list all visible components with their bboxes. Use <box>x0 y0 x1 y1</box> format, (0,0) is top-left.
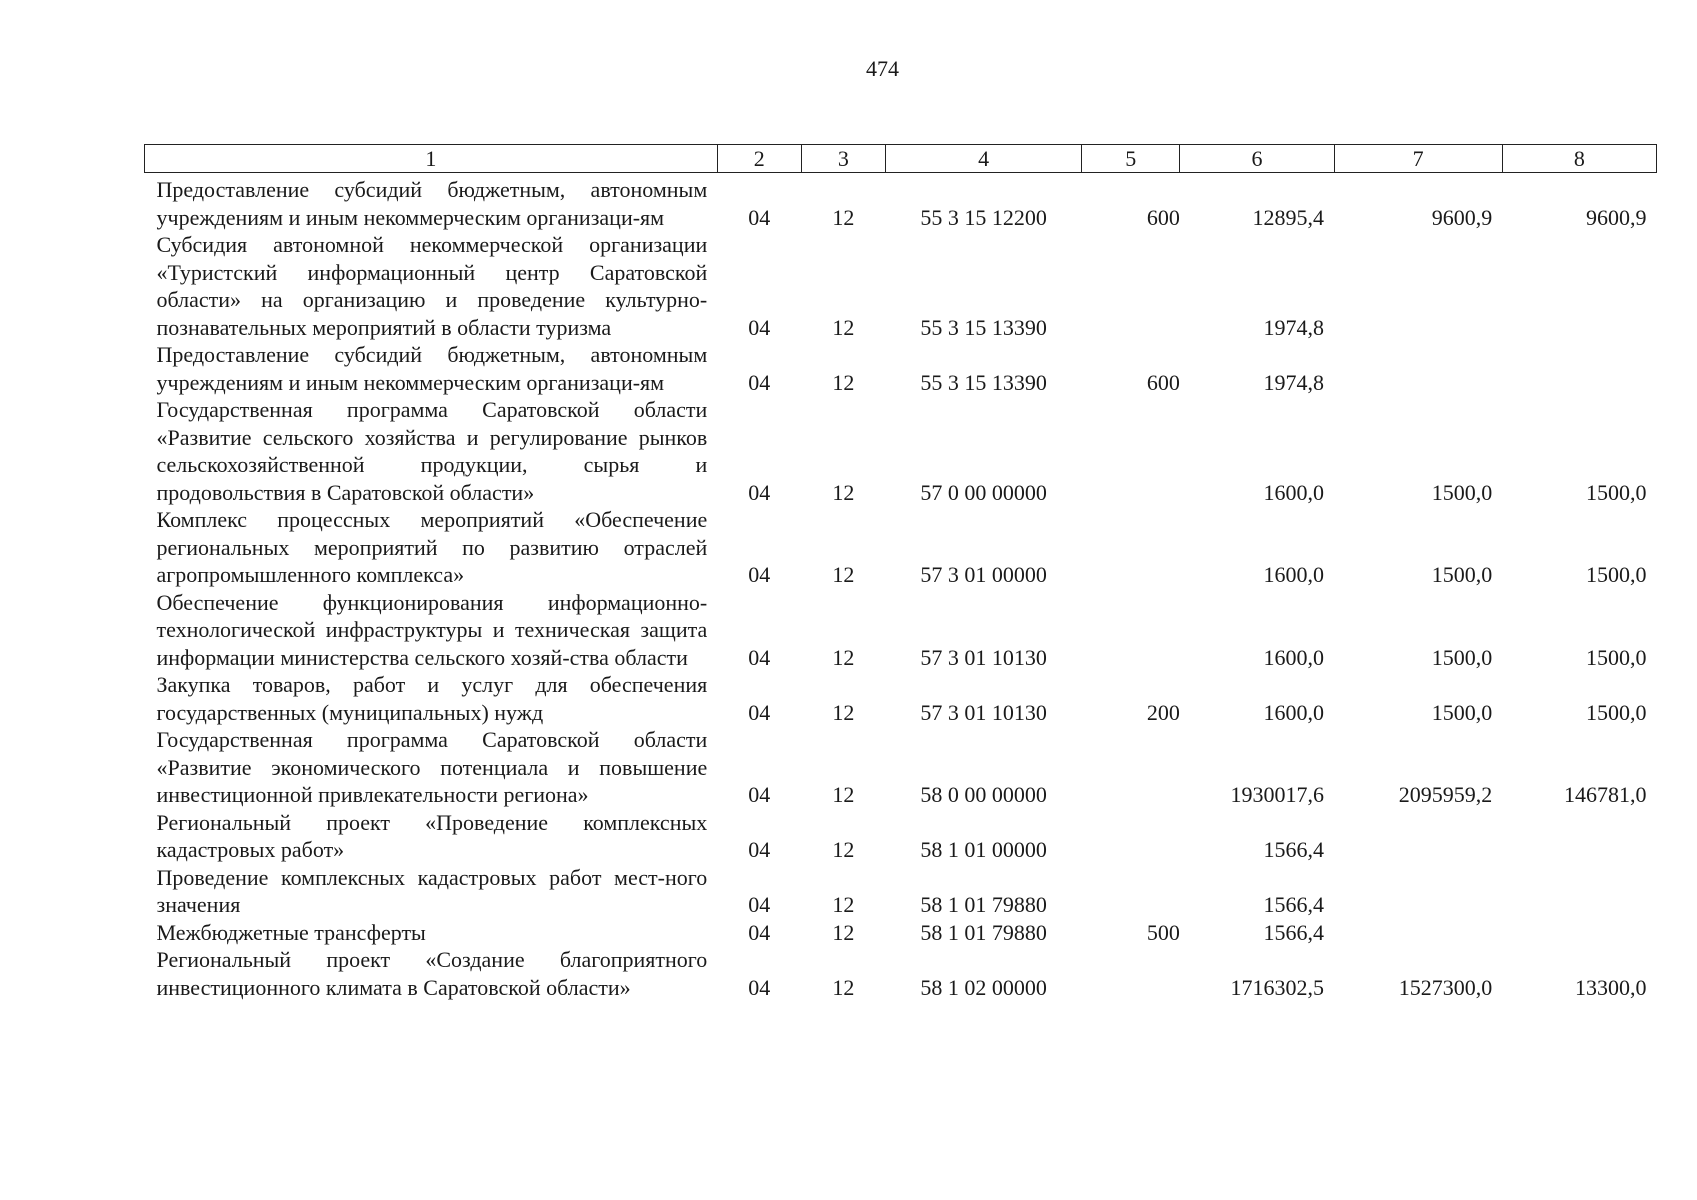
table-row <box>145 919 1657 947</box>
amount-col8-cell: 1500,0 <box>1586 699 1647 725</box>
table-header <box>145 145 1657 173</box>
table-row <box>145 341 1657 396</box>
table-row <box>145 946 1657 1001</box>
expense-type-cell <box>1082 396 1180 506</box>
subsection-code-cell: 12 <box>832 369 855 395</box>
amount-col6-cell: 1600,0 <box>1263 479 1325 505</box>
table-row <box>145 506 1657 589</box>
amount-col7-cell <box>1334 864 1502 919</box>
row-name-cell: Государственная программа Саратовской области «Развитие экономического потенциала и повышение инвестиционной привлекательности региона» <box>156 727 708 807</box>
subsection-code-cell: 12 <box>832 204 855 230</box>
target-article-cell: 57 3 01 00000 <box>920 562 1047 587</box>
table-row <box>145 396 1657 506</box>
row-name-cell: Региональный проект «Проведение комплексных кадастровых работ» <box>156 809 708 862</box>
subsection-code-cell: 12 <box>832 919 855 945</box>
subsection-code-cell: 12 <box>832 562 855 587</box>
row-name-cell: Обеспечение функционирования информационно-технологической инфраструктуры и техническая защита информации министерства сельского хозяй-ства области <box>156 589 708 670</box>
section-code-cell: 04 <box>748 562 771 587</box>
section-code-cell: 04 <box>748 837 771 862</box>
column-header-3: 3 <box>801 145 885 173</box>
amount-col8-cell <box>1502 919 1656 947</box>
column-header-8: 8 <box>1502 145 1656 173</box>
amount-col8-cell: 1500,0 <box>1586 479 1647 505</box>
amount-col6-cell: 1566,4 <box>1263 892 1325 917</box>
row-name-cell: Субсидия автономной некоммерческой организации «Туристский информационный центр Саратовской области» на организацию и проведение культурно-познавательных мероприятий в области туризма <box>156 232 708 340</box>
target-article-cell: 58 1 01 79880 <box>920 919 1047 945</box>
row-name-cell: Предоставление субсидий бюджетным, автономным учреждениям и иным некоммерческим организаци-ям <box>156 342 708 395</box>
target-article-cell: 58 1 01 79880 <box>920 892 1047 917</box>
amount-col7-cell: 9600,9 <box>1431 204 1493 230</box>
amount-col6-cell: 1600,0 <box>1263 699 1325 725</box>
table-row <box>145 726 1657 809</box>
amount-col8-cell: 1500,0 <box>1586 644 1647 670</box>
table-row <box>145 231 1657 341</box>
amount-col6-cell: 1974,8 <box>1263 314 1325 340</box>
amount-col6-cell: 12895,4 <box>1252 204 1325 230</box>
amount-col7-cell: 1500,0 <box>1431 562 1493 587</box>
subsection-code-cell: 12 <box>832 782 855 807</box>
subsection-code-cell: 12 <box>832 892 855 917</box>
amount-col7-cell: 1500,0 <box>1431 699 1493 725</box>
amount-col7-cell: 1500,0 <box>1431 479 1493 505</box>
table-row <box>145 671 1657 726</box>
section-code-cell: 04 <box>748 314 771 340</box>
target-article-cell: 57 0 00 00000 <box>920 479 1047 505</box>
expense-type-cell: 500 <box>1146 919 1180 945</box>
column-header-2: 2 <box>717 145 801 173</box>
amount-col6-cell: 1566,4 <box>1263 919 1325 945</box>
column-header-7: 7 <box>1334 145 1502 173</box>
amount-col6-cell: 1716302,5 <box>1230 974 1325 1000</box>
subsection-code-cell: 12 <box>832 974 855 1000</box>
amount-col8-cell <box>1502 231 1656 341</box>
target-article-cell: 55 3 15 12200 <box>920 204 1047 230</box>
section-code-cell: 04 <box>748 204 771 230</box>
amount-col8-cell <box>1502 341 1656 396</box>
amount-col7-cell: 1527300,0 <box>1398 974 1493 1000</box>
section-code-cell: 04 <box>748 699 771 725</box>
target-article-cell: 58 1 01 00000 <box>920 837 1047 862</box>
subsection-code-cell: 12 <box>832 479 855 505</box>
amount-col8-cell <box>1502 809 1656 864</box>
target-article-cell: 57 3 01 10130 <box>920 644 1047 670</box>
row-name-cell: Региональный проект «Создание благоприятного инвестиционного климата в Саратовской области» <box>156 947 708 1000</box>
column-header-6: 6 <box>1180 145 1334 173</box>
amount-col6-cell: 1974,8 <box>1263 369 1325 395</box>
expense-type-cell: 200 <box>1146 699 1180 725</box>
amount-col6-cell: 1600,0 <box>1263 562 1325 587</box>
amount-col7-cell: 2095959,2 <box>1398 782 1493 807</box>
amount-col8-cell: 1500,0 <box>1586 562 1647 587</box>
amount-col7-cell <box>1334 231 1502 341</box>
column-header-5: 5 <box>1082 145 1180 173</box>
amount-col8-cell: 9600,9 <box>1586 204 1647 230</box>
section-code-cell: 04 <box>748 644 771 670</box>
column-header-4: 4 <box>885 145 1081 173</box>
row-name-cell: Проведение комплексных кадастровых работ мест-ного значения <box>156 864 708 917</box>
subsection-code-cell: 12 <box>832 314 855 340</box>
budget-table <box>144 144 1657 1001</box>
amount-col8-cell: 146781,0 <box>1564 782 1647 807</box>
subsection-code-cell: 12 <box>832 644 855 670</box>
amount-col7-cell: 1500,0 <box>1431 644 1493 670</box>
expense-type-cell: 600 <box>1146 369 1180 395</box>
row-name-cell: Закупка товаров, работ и услуг для обеспечения государственных (муниципальных) нужд <box>156 672 708 725</box>
target-article-cell: 57 3 01 10130 <box>920 699 1047 725</box>
section-code-cell: 04 <box>748 782 771 807</box>
table-body <box>145 173 1657 1002</box>
expense-type-cell <box>1082 231 1180 341</box>
target-article-cell: 55 3 15 13390 <box>920 369 1047 395</box>
row-name-cell: Государственная программа Саратовской области «Развитие сельского хозяйства и регулирование рынков сельскохозяйственной продукции, сырья и продовольствия в Саратовской области» <box>156 397 708 505</box>
expense-type-cell <box>1082 589 1180 672</box>
section-code-cell: 04 <box>748 479 771 505</box>
row-name-cell: Комплекс процессных мероприятий «Обеспечение региональных мероприятий по развитию отраслей агропромышленного комплекса» <box>156 507 708 587</box>
subsection-code-cell: 12 <box>832 837 855 862</box>
table-row <box>145 864 1657 919</box>
amount-col7-cell <box>1334 919 1502 947</box>
expense-type-cell <box>1082 946 1180 1001</box>
amount-col6-cell: 1600,0 <box>1263 644 1325 670</box>
table-row <box>145 589 1657 672</box>
expense-type-cell <box>1082 809 1180 864</box>
page-number: 474 <box>866 56 899 81</box>
table-row <box>145 173 1657 232</box>
section-code-cell: 04 <box>748 892 771 917</box>
expense-type-cell <box>1082 864 1180 919</box>
target-article-cell: 58 1 02 00000 <box>920 974 1047 1000</box>
target-article-cell: 55 3 15 13390 <box>920 314 1047 340</box>
section-code-cell: 04 <box>748 974 771 1000</box>
amount-col6-cell: 1930017,6 <box>1230 782 1325 807</box>
table-row <box>145 809 1657 864</box>
target-article-cell: 58 0 00 00000 <box>920 782 1047 807</box>
amount-col7-cell <box>1334 341 1502 396</box>
section-code-cell: 04 <box>748 369 771 395</box>
column-header-1: 1 <box>145 145 718 173</box>
section-code-cell: 04 <box>748 919 771 945</box>
amount-col8-cell: 13300,0 <box>1575 974 1647 1000</box>
amount-col8-cell <box>1502 864 1656 919</box>
row-name-cell: Предоставление субсидий бюджетным, автономным учреждениям и иным некоммерческим организаци-ям <box>156 177 708 230</box>
expense-type-cell <box>1082 726 1180 809</box>
expense-type-cell: 600 <box>1146 204 1180 230</box>
expense-type-cell <box>1082 506 1180 589</box>
amount-col7-cell <box>1334 809 1502 864</box>
row-name-cell: Межбюджетные трансферты <box>156 919 426 945</box>
amount-col6-cell: 1566,4 <box>1263 837 1325 862</box>
subsection-code-cell: 12 <box>832 699 855 725</box>
